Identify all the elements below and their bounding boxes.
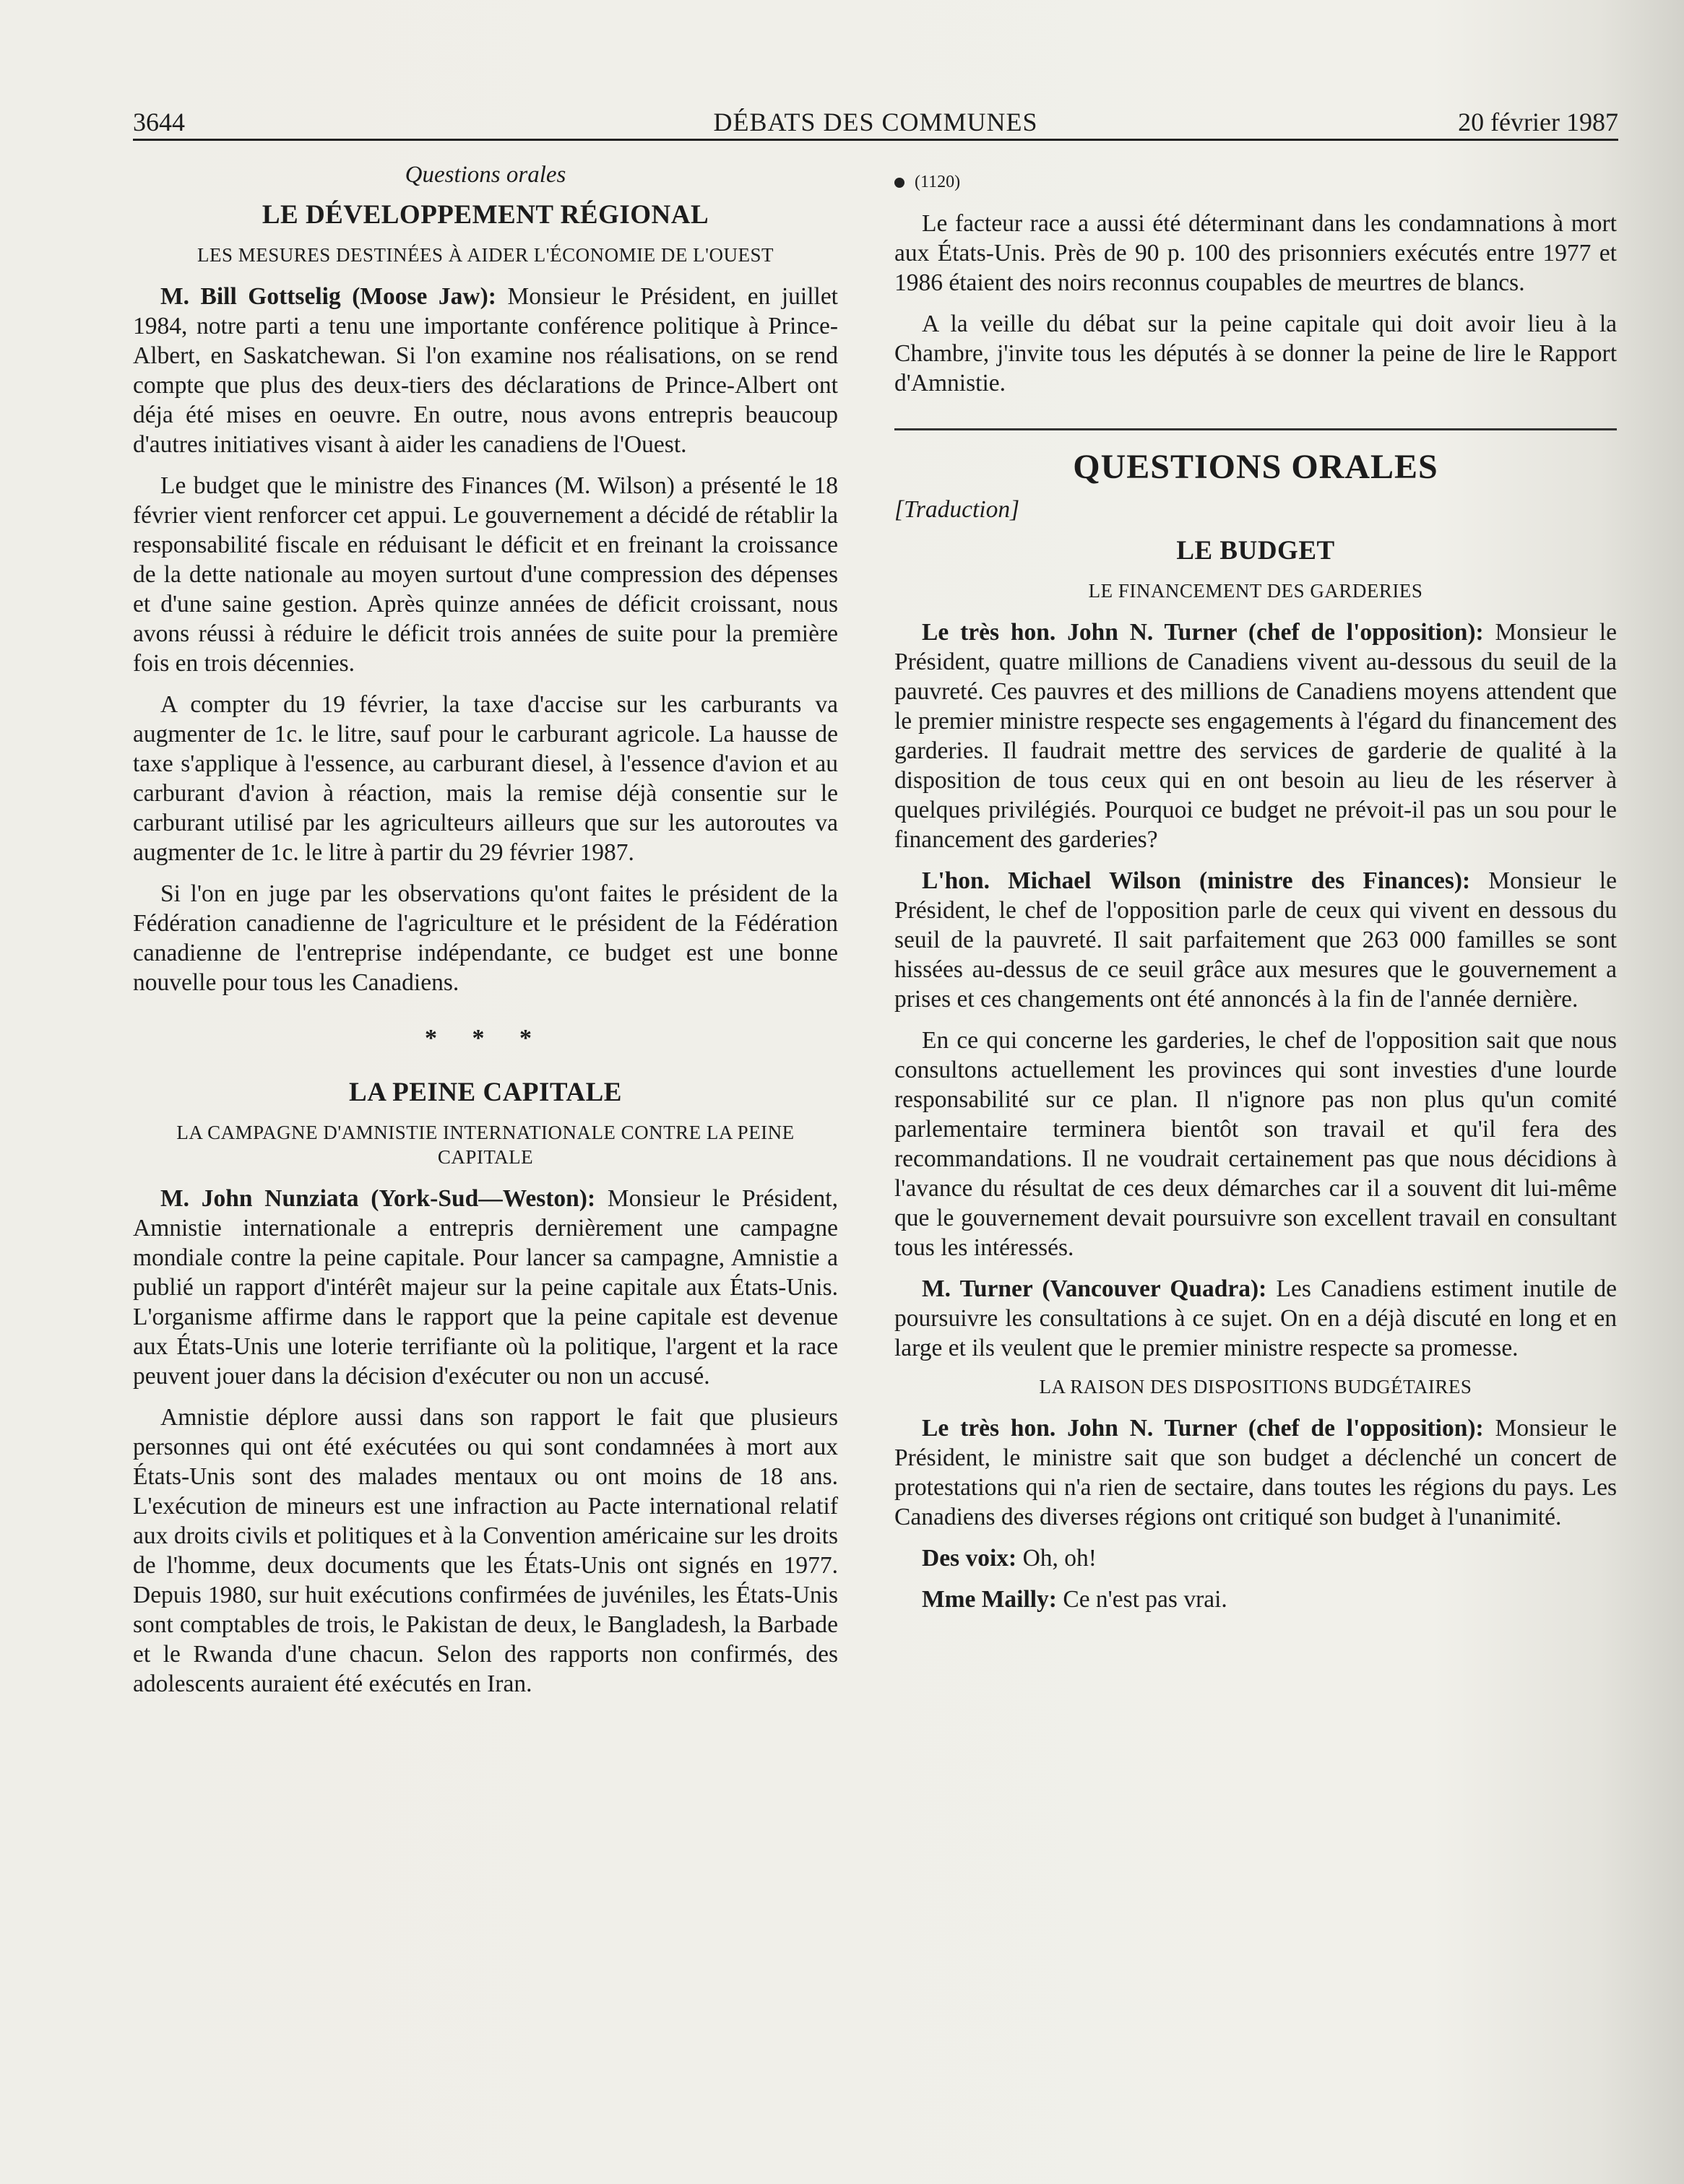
right-column — [894, 160, 1617, 1626]
paragraph — [894, 866, 1617, 1014]
paragraph — [133, 1184, 838, 1391]
speaker-name: M. Turner (Vancouver Quadra): — [922, 1275, 1267, 1302]
paragraph — [894, 1585, 1617, 1614]
speaker-name: Mme Mailly: — [922, 1586, 1057, 1613]
speaker-name: Des voix: — [922, 1545, 1017, 1572]
speech-text: Oh, oh! — [1016, 1545, 1097, 1572]
speaker-name: M. Bill Gottselig (Moose Jaw): — [160, 283, 496, 310]
section-subtitle-amnistie: LA CAMPAGNE D'AMNISTIE INTERNATIONALE CONTRE LA PEINE CAPITALE — [176, 1122, 795, 1168]
speaker-name: M. John Nunziata (York-Sud—Weston): — [160, 1185, 596, 1212]
running-head: Questions orales — [405, 162, 566, 188]
speech-text: Monsieur le Président, Amnistie internationale a entrepris dernièrement une campagne mondiale contre la peine capitale. Pour lancer sa campagne, Amnistie a publié un rapport d'intérêt majeur sur la peine capitale aux États-Unis. L'organisme affirme dans le rapport que la peine capitale est devenue aux États-Unis une loterie terrifiante où la politique, l'argent et la race peuvent jouer dans la décision d'exécuter ou non un accusé. — [133, 1185, 838, 1390]
section-subtitle-ouest: LES MESURES DESTINÉES À AIDER L'ÉCONOMIE DE L'OUEST — [197, 244, 774, 266]
speech-text: Monsieur le Président, le ministre sait que son budget a déclenché un concert de protestations qui n'a rien de sectaire, dans toutes les régions du pays. Les Canadiens des diverses régions ont critiqué son budget à l'unanimité. — [894, 1415, 1617, 1530]
bullet-icon — [894, 178, 904, 188]
section-title-peine: LA PEINE CAPITALE — [349, 1078, 622, 1107]
left-column — [133, 160, 838, 1710]
paragraph — [894, 1413, 1617, 1532]
header-rule — [133, 139, 1618, 141]
paragraph: A compter du 19 février, la taxe d'accise sur les carburants va augmenter de 1c. le litre, sauf pour le carburant agricole. La hausse de taxe s'applique à l'essence, au carburant diesel, à l'essence d'avion et au carburant d'avion à réaction, mais la remise déjà consentie sur le carburant utilisé par les agriculteurs ailleurs que sur les autoroutes va augmenter de 1c. le litre à partir du 29 février 1987. — [133, 691, 838, 866]
time-value: (1120) — [915, 173, 961, 191]
section-title-regional: LE DÉVELOPPEMENT RÉGIONAL — [262, 200, 709, 230]
paragraph: A la veille du débat sur la peine capitale qui doit avoir lieu à la Chambre, j'invite tous les députés à se donner la peine de lire le Rapport d'Amnistie. — [894, 311, 1617, 396]
paragraph — [894, 618, 1617, 854]
paragraph: Amnistie déplore aussi dans son rapport le fait que plusieurs personnes qui ont été exécutées ou qui sont condamnées à mort aux États-Unis sont des malades mentaux ou ont moins de 18 ans. L'exécution de mineurs est une infraction au Pacte international relatif aux droits civils et politiques et à la Convention américaine sur les droits de l'homme, deux documents que les États-Unis ont signés en 1977. Depuis 1980, sur huit exécutions confirmées de juvéniles, les États-Unis sont comptables de trois, le Pakistan de deux, le Bangladesh, la Barbade et le Rwanda d'une chacun. Selon des rapports non confirmés, des adolescents auraient été exécutés en Iran. — [133, 1404, 838, 1697]
speech-text: Les Canadiens estiment inutile de poursuivre les consultations à ce sujet. On en a déjà discuté en long et en large et ils veulent que le premier ministre respecte sa promesse. — [894, 1275, 1617, 1361]
section-separator: * * * — [425, 1025, 546, 1052]
paragraph: Le facteur race a aussi été déterminant dans les condamnations à mort aux États-Unis. Près de 90 p. 100 des prisonniers exécutés entre 1977 et 1986 étaient des noirs reconnus coupables de meurtres de blancs. — [894, 210, 1617, 296]
paragraph — [133, 282, 838, 459]
speech-text: Monsieur le Président, le chef de l'opposition parle de ceux qui vivent en dessous du seuil de la pauvreté. Il sait parfaitement que 263 000 familles se sont hissées au-dessus de ce seuil grâce aux mesures que le gouvernement a prises et ces changements ont été annoncés à la fin de l'année dernière. — [894, 867, 1617, 1013]
paragraph: Si l'on en juge par les observations qu'ont faites le président de la Fédération canadienne de l'agriculture et le président de la Fédération canadienne de l'entreprise indépendante, ce budget est une bonne nouvelle pour tous les Canadiens. — [133, 880, 838, 996]
speech-text: Ce n'est pas vrai. — [1056, 1586, 1227, 1613]
section-divider — [894, 428, 1617, 430]
header-date: 20 février 1987 — [1458, 108, 1618, 136]
speaker-name: Le très hon. John N. Turner (chef de l'opposition): — [922, 619, 1484, 646]
main-section-title: QUESTIONS ORALES — [1073, 448, 1438, 486]
publication-title: DÉBATS DES COMMUNES — [713, 108, 1038, 136]
section-title-budget: LE BUDGET — [1176, 536, 1335, 566]
speech-text: Monsieur le Président, quatre millions de Canadiens vivent au-dessous du seuil de la pauvreté. Ces pauvres et des millions de Canadiens moyens attendent que le premier ministre respecte ses engagements à l'égard du financement des garderies. Il faudrait mettre des services de garderie de qualité à la disposition de tous ceux qui en ont besoin au lieu de les réserver à quelques privilégiés. Pourquoi ce budget ne prévoit-il pas un sou pour le financement des garderies? — [894, 619, 1617, 853]
time-marker — [894, 168, 1617, 197]
speech-text: Monsieur le Président, en juillet 1984, notre parti a tenu une importante conférence politique à Prince-Albert, en Saskatchewan. Si l'on examine nos réalisations, on se rend compte que plus des deux-tiers des déclarations de Prince-Albert ont déja été mises en oeuvre. En outre, nous avons entrepris beaucoup d'autres initiatives visant à aider les canadiens de l'Ouest. — [133, 283, 838, 458]
section-subtitle-dispositions: LA RAISON DES DISPOSITIONS BUDGÉTAIRES — [1039, 1376, 1472, 1398]
speaker-name: L'hon. Michael Wilson (ministre des Finances): — [922, 867, 1471, 894]
paragraph — [894, 1274, 1617, 1363]
speaker-name: Le très hon. John N. Turner (chef de l'opposition): — [922, 1415, 1484, 1442]
section-subtitle-garderies: LE FINANCEMENT DES GARDERIES — [1088, 580, 1423, 602]
paragraph: En ce qui concerne les garderies, le chef de l'opposition sait que nous consultons actuellement les provinces qui sont investies d'une lourde responsabilité sur ce plan. Il n'ignore pas non plus qu'un comité parlementaire terminera bientôt son travail et qu'il fera des recommandations. Il ne voudrait certainement pas que nous décidions à l'avance du résultat de ces deux démarches car il a souvent dit lui-même que le gouvernement devait poursuivre son excellent travail en consultant tous les intéressés. — [894, 1027, 1617, 1261]
paragraph — [894, 1543, 1617, 1573]
page-header — [133, 104, 1618, 140]
paragraph: Le budget que le ministre des Finances (M. Wilson) a présenté le 18 février vient renforcer cet appui. Le gouvernement a décidé de rétablir la responsabilité fiscale en réduisant le déficit et en freinant la croissance de la dette nationale au moyen surtout d'une compression des dépenses et d'une saine gestion. Après quinze années de déficit croissant, nous avons réussi à réduire le déficit trois années de suite pour la première fois en trois décennies. — [133, 472, 838, 677]
translation-note: [Traduction] — [894, 496, 1020, 523]
page-number: 3644 — [133, 108, 185, 136]
